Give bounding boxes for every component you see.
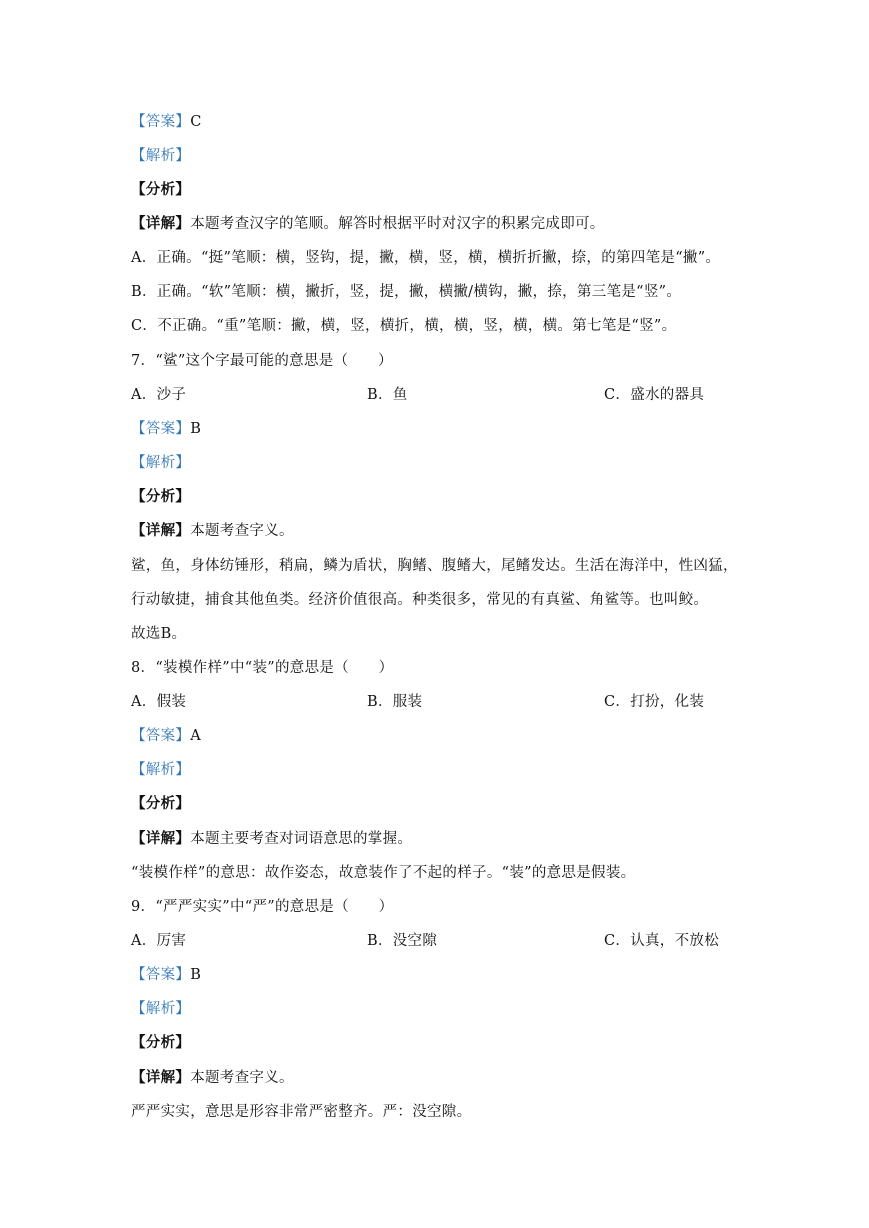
detail-tag: 【详解】 <box>131 830 191 847</box>
option-b: B．没空隙 <box>367 933 438 949</box>
q8-fenxi-tag <box>131 794 190 814</box>
option-a: A．假装 <box>131 694 187 710</box>
q6-explanation-line: A．正确。“挺”笔顺：横，竖钩，提，撇，横，竖，横，横折折撇，捺，的第四笔是“撇”。 <box>131 250 721 266</box>
answer-value: B <box>190 967 202 983</box>
q6-detail-line <box>131 214 605 234</box>
answer-tag: 【答案】 <box>131 967 191 983</box>
q9-detail-line <box>131 1068 294 1088</box>
fenxi-tag: 【分析】 <box>131 488 191 505</box>
option-c: C．打扮，化装 <box>604 694 705 710</box>
option-a: A．沙子 <box>131 387 187 403</box>
analysis-tag: 【解析】 <box>131 455 191 471</box>
answer-value: A <box>190 728 201 744</box>
answer-tag: 【答案】 <box>131 421 191 437</box>
q8-explanation-line: “装模作样”的意思：故作姿态，故意装作了不起的样子。“装”的意思是假装。 <box>131 865 636 881</box>
option-b: B．服装 <box>367 694 423 710</box>
q8-detail-line <box>131 829 412 849</box>
answer-tag: 【答案】 <box>131 114 191 130</box>
q7-analysis-tag <box>131 453 190 473</box>
q9-question: 9．“严严实实”中“严”的意思是（ ） <box>131 899 394 915</box>
q6-explanation-line: C．不正确。“重”笔顺：撇，横，竖，横折，横，横，竖，横，横。第七笔是“竖”。 <box>131 318 677 334</box>
analysis-tag: 【解析】 <box>131 762 191 778</box>
detail-text: 本题考查字义。 <box>190 1070 294 1086</box>
q9-explanation-line: 严严实实，意思是形容非常严密整齐。严：没空隙。 <box>131 1104 472 1120</box>
detail-text: 本题考查汉字的笔顺。解答时根据平时对汉字的积累完成即可。 <box>190 216 605 232</box>
answer-value: B <box>190 421 202 437</box>
detail-tag: 【详解】 <box>131 1069 191 1086</box>
q7-explanation-line: 故选B。 <box>131 626 187 642</box>
answer-value: C <box>190 114 202 130</box>
q8-question: 8．“装模作样”中“装”的意思是（ ） <box>131 660 394 676</box>
detail-text: 本题考查字义。 <box>190 523 294 539</box>
option-c: C．盛水的器具 <box>604 387 705 403</box>
detail-tag: 【详解】 <box>131 215 191 232</box>
q9-answer-line <box>131 965 201 985</box>
option-a: A．厉害 <box>131 933 187 949</box>
q6-analysis-tag <box>131 146 190 166</box>
q7-answer-line <box>131 419 201 439</box>
q8-answer-line <box>131 726 201 746</box>
fenxi-tag: 【分析】 <box>131 181 191 198</box>
q9-fenxi-tag <box>131 1033 190 1053</box>
detail-text: 本题主要考查对词语意思的掌握。 <box>190 831 413 847</box>
q7-detail-line <box>131 521 294 541</box>
analysis-tag: 【解析】 <box>131 148 191 164</box>
analysis-tag: 【解析】 <box>131 1001 191 1017</box>
option-b: B．鱼 <box>367 387 408 403</box>
q6-explanation-line: B．正确。“软”笔顺：横，撇折，竖，提，撇，横撇/横钩，撇，捺，第三笔是“竖”。 <box>131 284 682 300</box>
fenxi-tag: 【分析】 <box>131 795 191 812</box>
q7-fenxi-tag <box>131 487 190 507</box>
q9-analysis-tag <box>131 999 190 1019</box>
q8-analysis-tag <box>131 760 190 780</box>
q7-question: 7．“鲨”这个字最可能的意思是（ ） <box>131 353 393 369</box>
q6-answer-line <box>131 112 202 132</box>
fenxi-tag: 【分析】 <box>131 1034 191 1051</box>
answer-tag: 【答案】 <box>131 728 191 744</box>
option-c: C．认真，不放松 <box>604 933 719 949</box>
q7-explanation-line: 鲨，鱼，身体纺锤形，稍扁，鳞为盾状，胸鳍、腹鳍大，尾鳍发达。生活在海洋中，性凶猛， <box>131 558 738 574</box>
detail-tag: 【详解】 <box>131 522 191 539</box>
q7-explanation-line: 行动敏捷，捕食其他鱼类。经济价值很高。种类很多，常见的有真鲨、角鲨等。也叫鲛。 <box>131 592 709 608</box>
q6-fenxi-tag <box>131 180 190 200</box>
